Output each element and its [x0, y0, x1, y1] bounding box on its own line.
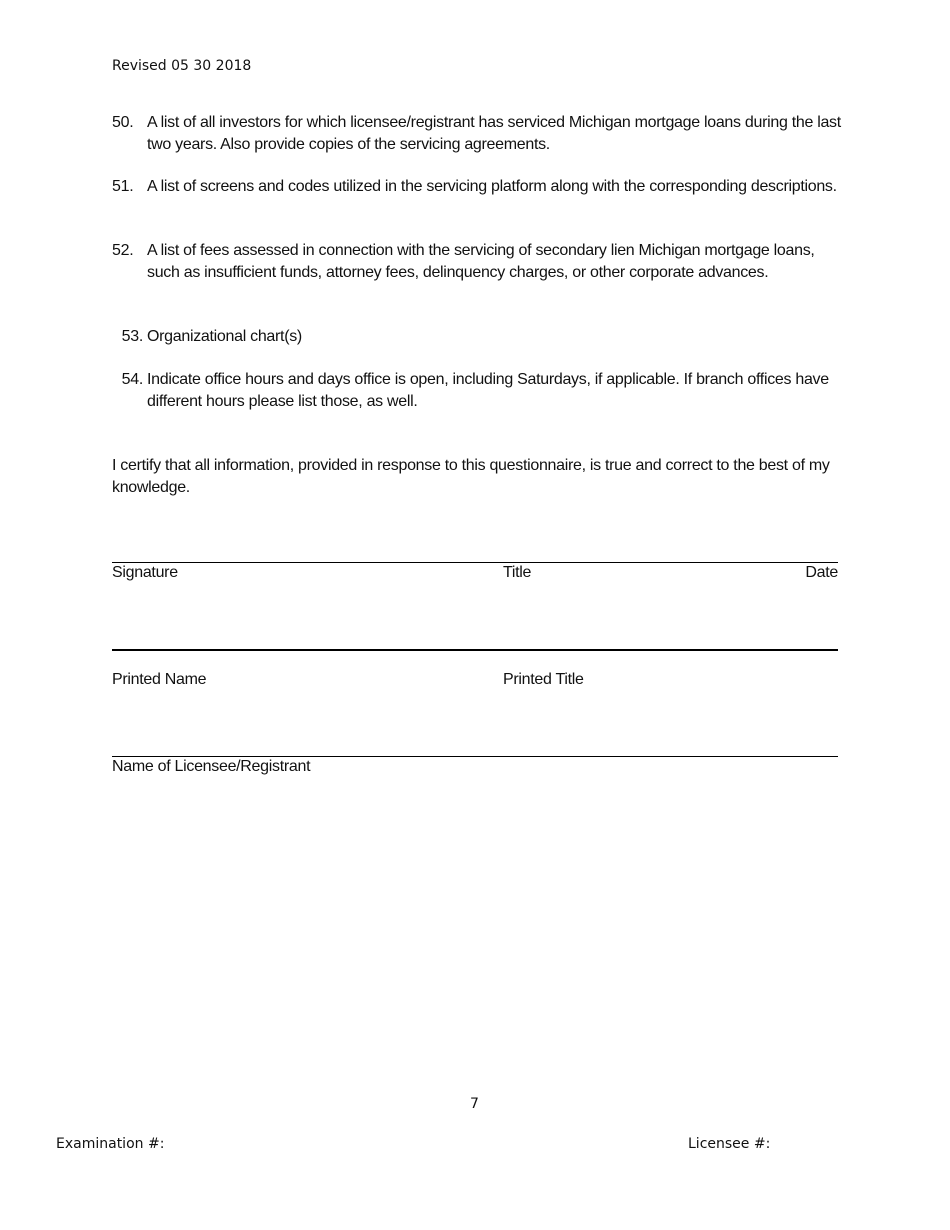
list-item: [112, 326, 844, 348]
date-label: Date: [805, 564, 838, 581]
signature-label: Signature: [112, 564, 178, 581]
page-number: 7: [470, 1096, 479, 1112]
list-item: [112, 240, 844, 284]
printed-name-line: [112, 649, 838, 651]
item-text: A list of screens and codes utilized in the servicing platform along with the corresponding descriptions.: [147, 178, 837, 195]
item-number: 54.: [121, 371, 143, 388]
licensee-name-label: Name of Licensee/Registrant: [112, 758, 311, 775]
item-number: 53.: [121, 328, 143, 345]
signature-line: [112, 562, 838, 563]
list-item: [112, 112, 844, 156]
licensee-number-label: Licensee #:: [688, 1136, 771, 1152]
printed-title-label: Printed Title: [503, 671, 584, 688]
certification-statement: I certify that all information, provided in response to this questionnaire, is true and correct to the best of my knowledge.: [112, 457, 830, 496]
item-text: A list of fees assessed in connection with the servicing of secondary lien Michigan mortgage loans, such as insufficient funds, attorney fees, delinquency charges, or other corporate advances.: [147, 242, 815, 281]
revised-date: Revised 05 30 2018: [112, 58, 252, 74]
printed-name-label: Printed Name: [112, 671, 207, 688]
item-text: Organizational chart(s): [147, 328, 302, 345]
list-item: [112, 176, 844, 198]
examination-number-label: Examination #:: [56, 1136, 165, 1152]
item-number: 52.: [112, 242, 134, 259]
item-text: A list of all investors for which licensee/registrant has serviced Michigan mortgage loans during the last two years. Also provide copies of the servicing agreements.: [147, 114, 841, 153]
item-number: 50.: [112, 114, 134, 131]
item-number: 51.: [112, 178, 134, 195]
title-label: Title: [503, 564, 532, 581]
item-text: Indicate office hours and days office is open, including Saturdays, if applicable. If branch offices have different hours please list those, as well.: [147, 371, 829, 410]
licensee-name-line: [112, 756, 838, 757]
list-item: [112, 369, 844, 413]
